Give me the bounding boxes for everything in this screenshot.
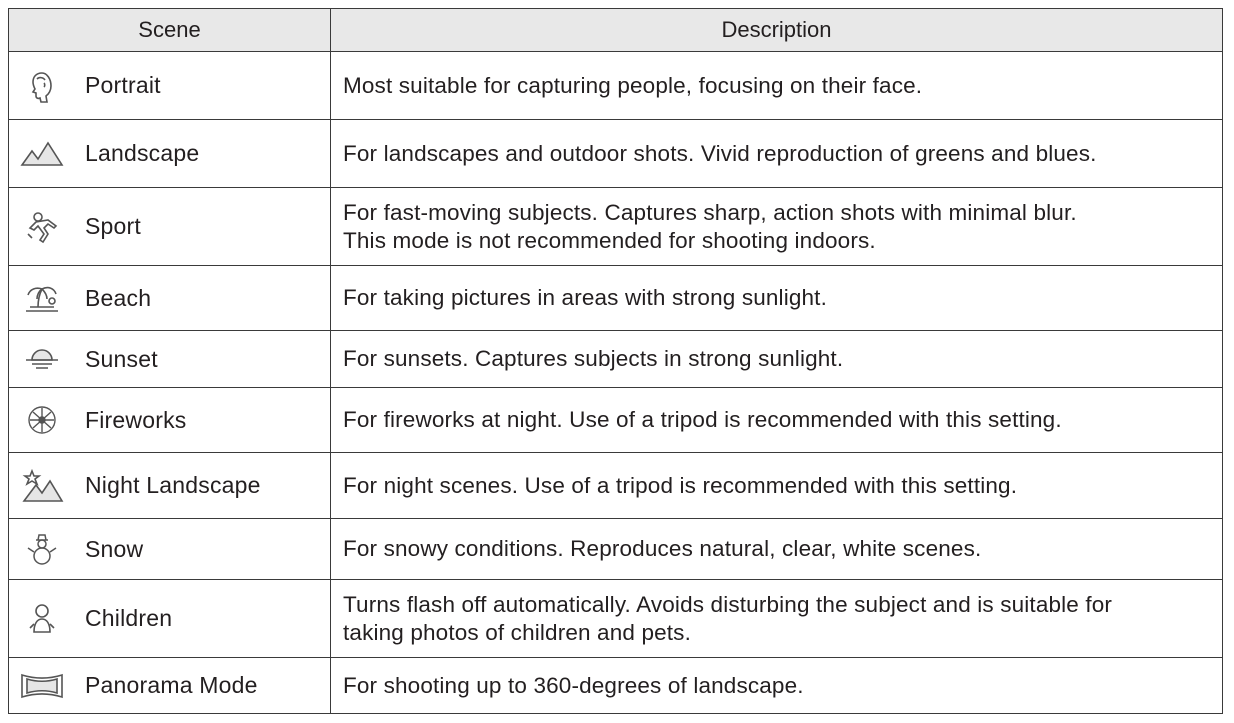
scene-name: Night Landscape (85, 472, 261, 498)
scene-name: Children (85, 605, 173, 631)
scene-cell (9, 266, 331, 331)
description-cell (331, 519, 1223, 580)
table-row (9, 580, 1223, 658)
sunset-icon (19, 341, 65, 377)
scene-column-header: Scene (9, 9, 331, 52)
table-row (9, 331, 1223, 388)
description-text: Most suitable for capturing people, focusing on their face. (343, 72, 923, 98)
table-row (9, 519, 1223, 580)
snow-icon (19, 531, 65, 567)
scene-name: Snow (85, 535, 144, 562)
scene-cell (9, 331, 331, 388)
fireworks-icon (19, 402, 65, 438)
landscape-icon (19, 136, 65, 172)
description-cell (331, 188, 1223, 266)
table-row (9, 266, 1223, 331)
scene-name: Beach (85, 284, 152, 311)
children-icon (19, 601, 65, 637)
table-row (9, 188, 1223, 266)
description-cell (331, 331, 1223, 388)
scene-cell (9, 453, 331, 519)
scene-cell (9, 388, 331, 453)
table-row (9, 658, 1223, 714)
scene-name: Landscape (85, 140, 200, 166)
scene-name: Panorama Mode (85, 672, 258, 698)
description-column-header: Description (331, 9, 1223, 52)
scene-cell (9, 120, 331, 188)
description-cell (331, 388, 1223, 453)
scene-cell (9, 519, 331, 580)
description-text: For night scenes. Use of a tripod is recommended with this setting. (343, 472, 1018, 498)
description-cell (331, 658, 1223, 714)
description-cell (331, 52, 1223, 120)
description-text: For landscapes and outdoor shots. Vivid reproduction of greens and blues. (343, 140, 1097, 166)
description-cell (331, 266, 1223, 331)
sport-icon (19, 209, 65, 245)
scene-name: Sunset (85, 345, 158, 372)
night-landscape-icon (19, 468, 65, 504)
description-text: For taking pictures in areas with strong sunlight. (343, 285, 827, 310)
scene-name: Sport (85, 213, 141, 239)
scene-name: Portrait (85, 72, 161, 98)
description-text: For fireworks at night. Use of a tripod is recommended with this setting. (343, 407, 1062, 432)
beach-icon (19, 280, 65, 316)
description-text: This mode is not recommended for shooting indoors. (343, 227, 876, 253)
scene-cell (9, 52, 331, 120)
table-header-row (9, 9, 1223, 52)
description-text: Turns flash off automatically. Avoids disturbing the subject and is suitable for (343, 591, 1113, 617)
scene-mode-table (8, 8, 1223, 714)
portrait-icon (19, 68, 65, 104)
description-text: For snowy conditions. Reproduces natural, clear, white scenes. (343, 536, 982, 561)
description-text: For shooting up to 360-degrees of landscape. (343, 672, 804, 698)
panorama-icon (19, 668, 65, 704)
table-row (9, 52, 1223, 120)
description-text: For fast-moving subjects. Captures sharp, action shots with minimal blur. (343, 199, 1077, 225)
description-text: For sunsets. Captures subjects in strong sunlight. (343, 346, 844, 371)
scene-cell (9, 188, 331, 266)
scene-cell (9, 580, 331, 658)
description-cell (331, 120, 1223, 188)
scene-cell (9, 658, 331, 714)
table-row (9, 453, 1223, 519)
description-cell (331, 580, 1223, 658)
scene-name: Fireworks (85, 406, 187, 433)
table-row (9, 388, 1223, 453)
description-cell (331, 453, 1223, 519)
description-text: taking photos of children and pets. (343, 619, 691, 645)
table-row (9, 120, 1223, 188)
